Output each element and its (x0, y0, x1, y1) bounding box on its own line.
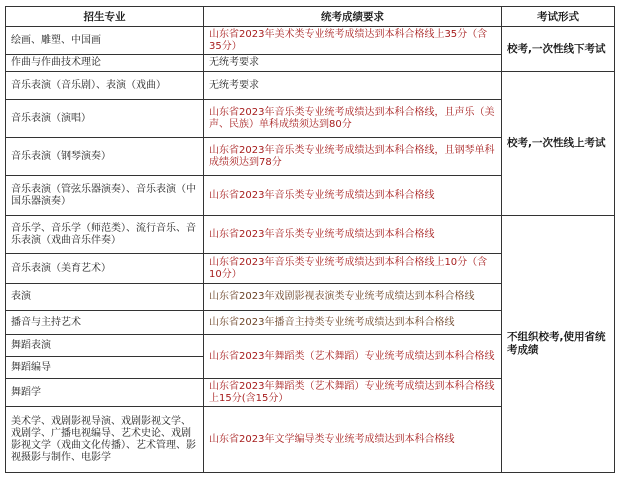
major-cell: 美术学、戏剧影视导演、戏剧影视文学、戏剧学、广播电视编导、艺术史论、戏剧影视文学（戏曲文化传播）、艺术管理、影视摄影与制作、电影学 (6, 407, 204, 473)
header-row (6, 7, 615, 27)
table-row (6, 72, 615, 100)
major-cell: 作曲与作曲技术理论 (6, 55, 204, 72)
requirement-cell: 山东省2023年音乐类专业统考成绩达到本科合格线 (204, 216, 502, 254)
header-exam-mode: 考试形式 (502, 7, 615, 27)
major-cell: 音乐表演（钢琴演奏） (6, 138, 204, 176)
requirement-cell: 山东省2023年舞蹈类（艺术舞蹈）专业统考成绩达到本科合格线 (204, 335, 502, 379)
exam-mode-online: 校考,一次性线上考试 (502, 72, 615, 216)
table-row (6, 27, 615, 55)
requirement-cell: 山东省2023年戏剧影视表演类专业统考成绩达到本科合格线 (204, 284, 502, 311)
major-cell: 音乐表演（音乐剧）、表演（戏曲） (6, 72, 204, 100)
major-cell: 播音与主持艺术 (6, 311, 204, 335)
major-cell: 音乐表演（管弦乐器演奏）、音乐表演（中国乐器演奏） (6, 176, 204, 216)
requirement-cell: 山东省2023年音乐类专业统考成绩达到本科合格线上10分（含10分） (204, 254, 502, 284)
requirement-cell: 山东省2023年音乐类专业统考成绩达到本科合格线，且钢琴单科成绩须达到78分 (204, 138, 502, 176)
major-cell: 音乐学、音乐学（师范类）、流行音乐、音乐表演（戏曲音乐伴奏） (6, 216, 204, 254)
requirement-cell: 山东省2023年音乐类专业统考成绩达到本科合格线 (204, 176, 502, 216)
requirement-cell: 无统考要求 (204, 72, 502, 100)
exam-mode-offline: 校考,一次性线下考试 (502, 27, 615, 72)
requirement-cell: 山东省2023年舞蹈类（艺术舞蹈）专业统考成绩达到本科合格线上15分(含15分） (204, 379, 502, 407)
requirement-cell: 山东省2023年美术类专业统考成绩达到本科合格线上35分（含35分） (204, 27, 502, 55)
major-cell: 舞蹈编导 (6, 357, 204, 379)
major-cell: 舞蹈学 (6, 379, 204, 407)
exam-mode-provincial: 不组织校考,使用省统考成绩 (502, 216, 615, 473)
requirement-cell: 山东省2023年文学编导类专业统考成绩达到本科合格线 (204, 407, 502, 473)
major-cell: 绘画、雕塑、中国画 (6, 27, 204, 55)
major-cell: 音乐表演（美育艺术） (6, 254, 204, 284)
requirement-cell: 无统考要求 (204, 55, 502, 72)
admission-table-container (5, 6, 614, 493)
requirement-cell: 山东省2023年播音主持类专业统考成绩达到本科合格线 (204, 311, 502, 335)
header-major: 招生专业 (6, 7, 204, 27)
major-cell: 舞蹈表演 (6, 335, 204, 357)
major-cell: 音乐表演（演唱） (6, 100, 204, 138)
admission-requirements-table (5, 6, 615, 473)
major-cell: 表演 (6, 284, 204, 311)
header-requirement: 统考成绩要求 (204, 7, 502, 27)
table-row (6, 216, 615, 254)
requirement-cell: 山东省2023年音乐类专业统考成绩达到本科合格线，且声乐（美声、民族）单科成绩须达到80分 (204, 100, 502, 138)
